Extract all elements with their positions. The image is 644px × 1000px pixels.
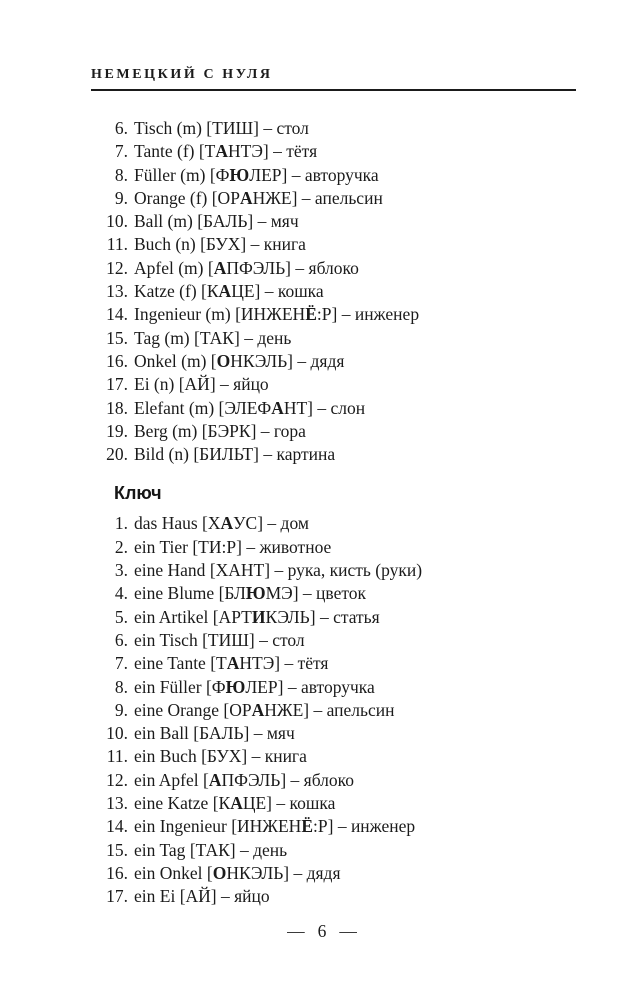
stressed-letter: О [216,350,231,371]
item-text [128,652,586,675]
item-number: 19. [106,420,128,441]
item-text [128,210,586,233]
item-number: 12. [106,257,128,278]
transcription: [ОНКЭЛЬ] [206,862,290,883]
stressed-letter: А [218,281,232,302]
item-text [128,629,586,652]
stressed-letter: А [226,653,240,674]
word: ein Tisch [134,629,203,650]
item-number: 6. [114,118,128,138]
item-text [128,187,586,210]
item-text [128,512,586,535]
item-number: 17. [106,374,128,395]
transcription: [ТАК] [189,839,236,860]
list-item [91,722,586,745]
word: Tag (m) [134,327,195,348]
word: Onkel (m) [134,350,211,371]
translation: – дом [263,513,309,534]
list-item [91,257,586,280]
list-item [91,327,586,350]
translation: – авторучка [283,676,375,697]
transcription: [АПФЭЛЬ] [203,769,287,790]
transcription: [ТИШ] [206,118,259,138]
transcription: [КАЦЕ] [212,793,272,814]
item-text [128,769,586,792]
stressed-letter: О [212,862,227,883]
list-item [91,652,586,675]
translation: – апельсин [297,187,383,208]
word-list-top [91,117,586,466]
stressed-letter: А [215,141,229,162]
transcription: [ЭЛЕФАНТ] [218,397,314,418]
word: Tante (f) [134,141,199,162]
word: Ball (m) [134,211,198,232]
item-number: 7. [114,653,128,674]
footer-dash-left: — [287,921,305,941]
item-number: 7. [114,141,128,162]
stressed-letter: А [230,793,243,814]
item-number: 15. [106,839,128,860]
translation: – стол [254,629,305,650]
list-item [91,606,586,629]
list-item [91,140,586,163]
item-text [128,233,586,256]
word: ein Buch [134,746,202,767]
translation: – авторучка [287,164,379,185]
transcription: [КАЦЕ] [201,281,261,302]
translation: – дядя [289,862,341,883]
list-item [91,792,586,815]
list-item [91,373,586,396]
translation: – цветок [298,583,367,604]
item-text [128,327,586,350]
transcription: [АЙ] [178,374,216,395]
item-number: 17. [106,886,128,907]
list-item [91,512,586,535]
translation: – статья [315,606,380,627]
word: ein Apfel [134,769,204,790]
word: ein Ei [134,886,180,907]
item-number: 14. [106,816,128,837]
transcription: [БАЛЬ] [197,211,254,232]
translation: – яйцо [215,374,269,395]
translation: – книга [246,234,306,255]
translation: – книга [247,746,307,767]
translation: – инженер [337,304,420,325]
translation: – стол [258,118,309,138]
item-text [128,722,586,745]
translation: – картина [258,444,336,465]
item-number: 16. [106,862,128,883]
transcription: [ИНЖЕНЁ:Р] [235,304,338,325]
stressed-letter: И [251,606,266,627]
translation: – апельсин [309,699,395,720]
stressed-letter: Ё [301,816,313,837]
item-number: 13. [106,793,128,814]
footer-dash-right: — [339,921,357,941]
stressed-letter: А [220,513,234,534]
word: Tisch (m) [134,118,207,138]
item-text [128,303,586,326]
transcription: [АЙ] [179,886,217,907]
word: Berg (m) [134,420,202,441]
item-text [128,536,586,559]
word: ein Füller [134,676,206,697]
translation: – яблоко [291,257,359,278]
stressed-letter: Ю [245,583,266,604]
transcription: [ТАК] [194,327,240,348]
word: eine Blume [134,583,219,604]
item-text [128,885,586,908]
list-item [91,885,586,908]
list-item [91,187,586,210]
page-content [91,117,586,909]
word: Bild (n) [134,444,194,465]
word: eine Katze [134,793,213,814]
list-item [91,536,586,559]
transcription: [БЛЮМЭ] [218,583,299,604]
translation: – день [239,327,292,348]
list-item [91,559,586,582]
list-item [91,839,586,862]
item-text [128,815,586,838]
word: Elefant (m) [134,397,219,418]
item-text [128,257,586,280]
item-text [128,606,586,629]
item-number: 6. [114,629,128,650]
item-number: 8. [114,676,128,697]
translation: – слон [313,397,366,418]
transcription: [БЭРК] [201,420,257,441]
stressed-letter: А [251,699,265,720]
word: Buch (n) [134,234,201,255]
word: ein Ball [134,723,194,744]
item-text [128,420,586,443]
running-head: НЕМЕЦКИЙ С НУЛЯ [91,67,273,82]
list-item [91,629,586,652]
list-item [91,745,586,768]
transcription: [ОРАНЖЕ] [223,699,310,720]
transcription: [АПФЭЛЬ] [207,257,292,278]
word: Katze (f) [134,281,202,302]
list-item [91,397,586,420]
list-item [91,862,586,885]
stressed-letter: А [271,397,284,418]
translation: – кошка [272,793,336,814]
transcription: [АРТИКЭЛЬ] [212,606,316,627]
item-number: 2. [114,536,128,557]
page-footer [0,921,644,942]
translation: – тётя [280,653,329,674]
list-item [91,769,586,792]
item-text [128,164,586,187]
item-number: 13. [106,281,128,302]
item-number: 9. [114,187,128,208]
stressed-letter: Ё [305,304,317,325]
translation: – яблоко [286,769,355,790]
item-text [128,559,586,582]
word: Orange (f) [134,187,212,208]
translation: – рука, кисть (руки) [270,560,423,581]
stressed-letter: Ю [229,164,250,185]
translation: – мяч [253,211,299,232]
stressed-letter: А [208,769,222,790]
item-number: 9. [114,699,128,720]
word: Apfel (m) [134,257,208,278]
transcription: [ТИШ] [202,629,255,650]
list-item [91,117,586,140]
item-number: 15. [106,327,128,348]
translation: – инженер [333,816,416,837]
word: Ei (n) [134,374,179,395]
item-text [128,140,586,163]
transcription: [БУХ] [201,746,248,767]
item-number: 12. [106,769,128,790]
list-item [91,210,586,233]
list-item [91,303,586,326]
transcription: [ХАНТ] [209,560,271,581]
item-text [128,839,586,862]
word: Ingenieur (m) [134,304,236,325]
list-item [91,676,586,699]
word: ein Tier [134,536,193,557]
item-number: 3. [114,560,128,581]
translation: – мяч [249,723,295,744]
item-number: 11. [106,234,128,255]
item-number: 10. [106,211,128,232]
item-number: 4. [114,583,128,604]
transcription: [ФЮЛЕР] [209,164,288,185]
list-item [91,233,586,256]
transcription: [ХАУС] [202,513,264,534]
translation: – тётя [268,141,318,162]
word: das Haus [134,513,203,534]
item-number: 5. [114,606,128,627]
item-text [128,676,586,699]
translation: – дядя [292,350,345,371]
stressed-letter: Ю [225,676,246,697]
transcription: [БАЛЬ] [193,723,250,744]
translation: – животное [241,536,332,557]
word: Füller (m) [134,164,210,185]
stressed-letter: А [239,187,253,208]
transcription: [ТАНТЭ] [210,653,281,674]
item-text [128,280,586,303]
page-number: 6 [317,921,327,941]
stressed-letter: А [213,257,227,278]
list-item [91,815,586,838]
translation: – яйцо [216,886,270,907]
list-item [91,280,586,303]
item-text [128,397,586,420]
item-number: 14. [106,304,128,325]
item-number: 18. [106,397,128,418]
list-item [91,350,586,373]
item-text [128,443,586,466]
item-text [128,582,586,605]
word: ein Onkel [134,862,207,883]
item-number: 10. [106,723,128,744]
transcription: [ТИ:Р] [192,536,242,557]
translation: – гора [256,420,306,441]
transcription: [ТАНТЭ] [198,141,269,162]
transcription: [ОРАНЖЕ] [211,187,298,208]
transcription: [ИНЖЕНЁ:Р] [231,816,334,837]
word: ein Artikel [134,606,213,627]
item-number: 1. [114,513,128,534]
list-item [91,699,586,722]
item-text [128,862,586,885]
transcription: [БУХ] [200,234,247,255]
translation: – день [235,839,288,860]
word: eine Hand [134,560,210,581]
transcription: [ФЮЛЕР] [205,676,284,697]
item-text [128,373,586,396]
item-number: 16. [106,350,128,371]
item-text [128,792,586,815]
word: eine Tante [134,653,211,674]
item-text [128,745,586,768]
word: eine Orange [134,699,224,720]
item-number: 8. [114,164,128,185]
key-heading: Ключ [114,483,162,504]
list-item [91,582,586,605]
list-item [91,164,586,187]
list-item [91,420,586,443]
item-number: 11. [106,746,128,767]
item-text [128,350,586,373]
word-list-key [91,512,586,908]
transcription: [БИЛЬТ] [193,444,259,465]
transcription: [ОНКЭЛЬ] [210,350,293,371]
translation: – кошка [260,281,324,302]
header-rule [91,89,576,91]
word: ein Tag [134,839,190,860]
list-item [91,443,586,466]
item-number: 20. [106,444,128,465]
item-text [128,699,586,722]
item-text [128,117,586,140]
word: ein Ingenieur [134,816,232,837]
